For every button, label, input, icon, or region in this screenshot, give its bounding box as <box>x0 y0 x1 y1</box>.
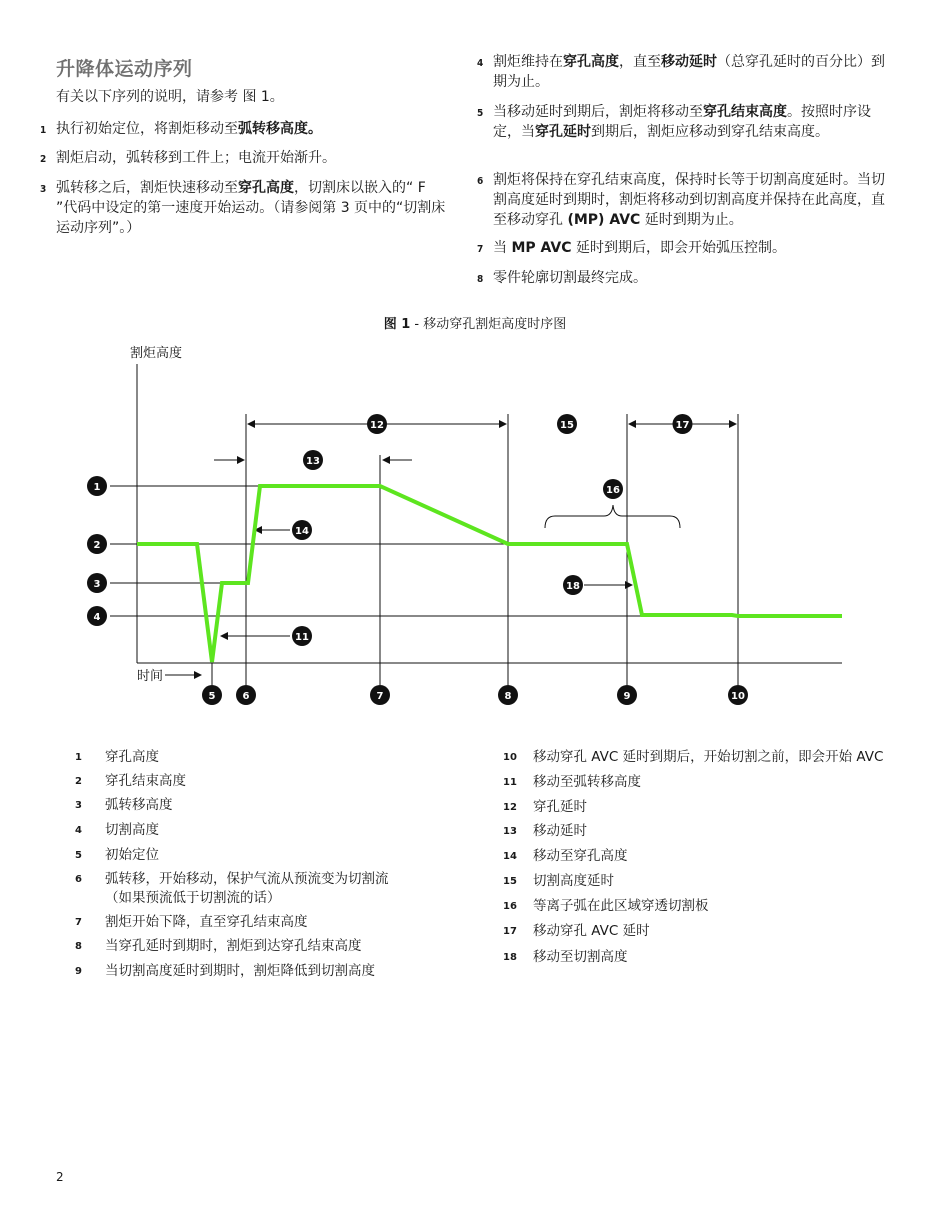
legend-text: 初始定位 <box>105 847 159 863</box>
annotation-badge-17-label: 17 <box>675 420 690 431</box>
step-text <box>493 52 887 92</box>
legend-text: 当穿孔延时到期时，割炬到达穿孔结束高度 <box>105 938 362 954</box>
step-text-segment: 当移动延时到期后，割炬将移动至 <box>493 104 703 120</box>
step-6 <box>477 170 887 230</box>
legend-number: 8 <box>75 941 82 952</box>
step-number: 4 <box>477 58 484 69</box>
legend-item-13 <box>503 822 903 841</box>
legend-number: 4 <box>75 825 82 836</box>
step-number: 7 <box>477 244 484 255</box>
legend-text: 穿孔结束高度 <box>105 773 186 789</box>
legend-item-6 <box>75 870 475 908</box>
section-heading: 升降体运动序列 <box>56 58 193 80</box>
legend-number: 10 <box>503 752 517 763</box>
step-1 <box>40 119 450 139</box>
legend-text: 切割高度延时 <box>533 873 614 889</box>
step-text-segment: （总穿孔延时的百分比）到期为止。 <box>493 54 885 90</box>
legend-number: 17 <box>503 926 517 937</box>
annotation-badge-12-label: 12 <box>370 420 384 431</box>
step-text-segment: 延时到期后，即会开始弧压控制。 <box>571 240 786 256</box>
page-number: 2 <box>56 1170 64 1184</box>
legend-number: 15 <box>503 876 517 887</box>
annotation-badge-14-label: 14 <box>295 526 309 537</box>
step-text-segment: 。按照时序设定，当 <box>493 104 871 140</box>
legend-item-17 <box>503 922 903 941</box>
step-4 <box>477 52 887 92</box>
figure-caption: - 移动穿孔割炬高度时序图 <box>410 317 567 332</box>
step-8 <box>477 268 887 288</box>
step-number: 5 <box>477 108 484 119</box>
legend-text: 弧转移，开始移动，保护气流从预流变为切割流（如果预流低于切割流的话） <box>105 871 389 906</box>
legend-text: 移动至切割高度 <box>533 949 628 965</box>
annotation-badge-18-label: 18 <box>566 581 580 592</box>
x-axis-label: 时间 <box>137 669 164 684</box>
step-text-bold: 穿孔高度 <box>238 180 294 196</box>
event-badge-5-label: 5 <box>208 691 216 702</box>
step-2 <box>40 148 450 168</box>
legend-item-8 <box>75 937 475 956</box>
legend-item-14 <box>503 847 903 866</box>
step-7 <box>477 238 887 258</box>
legend-text: 移动穿孔 AVC 延时到期后，开始切割之前，即会开始 AVC <box>533 749 884 765</box>
legend-number: 5 <box>75 850 82 861</box>
annotation-badge-16-label: 16 <box>606 485 620 496</box>
legend-number: 18 <box>503 952 517 963</box>
step-text-bold: 移动延时 <box>661 54 717 70</box>
step-text-segment: 割炬将保持在穿孔结束高度，保持时长等于切割高度延时。当切割高度延时到期时，割炬将移动到切割高度并保持在此高度，直至移动穿孔 <box>493 172 885 228</box>
event-badge-9-label: 9 <box>623 691 631 702</box>
step-text-bold: MP AVC <box>511 240 572 256</box>
span-12-head-right <box>499 420 507 428</box>
torch-height-timing-chart <box>0 330 950 730</box>
event-badge-7-label: 7 <box>376 691 384 702</box>
span-17-head-right <box>729 420 737 428</box>
legend-text: 当切割高度延时到期时，割炬降低到切割高度 <box>105 963 375 979</box>
event-badge-6-label: 6 <box>242 691 250 702</box>
legend-text: 移动至弧转移高度 <box>533 774 641 790</box>
legend-number: 6 <box>75 874 82 885</box>
annotation-11-head <box>220 632 228 640</box>
step-text <box>56 119 450 139</box>
legend-item-15 <box>503 872 903 891</box>
span-13-head-right <box>382 456 390 464</box>
legend-item-7 <box>75 913 475 932</box>
span-12-head-left <box>247 420 255 428</box>
step-text-segment: ，直至 <box>619 54 661 70</box>
legend-number: 9 <box>75 966 82 977</box>
legend-item-5 <box>75 846 475 865</box>
legend-item-3 <box>75 796 475 815</box>
step-text <box>56 178 450 238</box>
step-text-bold: (MP) AVC <box>567 212 641 228</box>
legend-number: 16 <box>503 901 517 912</box>
span-13-head-left <box>237 456 245 464</box>
span-17-head-left <box>628 420 636 428</box>
step-text-bold: 穿孔延时 <box>535 124 591 140</box>
y-axis-label: 割炬高度 <box>130 346 183 361</box>
step-text-bold: 穿孔高度 <box>563 54 619 70</box>
event-badge-10-label: 10 <box>731 691 745 702</box>
legend-number: 11 <box>503 777 517 788</box>
step-text-segment: 弧转移之后，割炬快速移动至 <box>56 180 238 196</box>
step-3 <box>40 178 450 238</box>
legend-text: 穿孔高度 <box>105 749 159 765</box>
step-text-segment: 延时到期为止。 <box>640 212 743 228</box>
annotation-brace-16 <box>545 505 680 528</box>
step-text-segment: 割炬维持在 <box>493 54 563 70</box>
step-text-bold: 穿孔结束高度 <box>703 104 787 120</box>
section-intro: 有关以下序列的说明，请参考 图 1。 <box>56 89 284 105</box>
step-number: 2 <box>40 154 47 165</box>
figure-label: 图 1 <box>383 317 411 332</box>
legend-number: 13 <box>503 826 517 837</box>
time-arrow-head <box>194 671 202 679</box>
step-text-segment: ，切割床以嵌入的“ F ”代码中设定的第一速度开始运动。（请参阅第 3 页中的“切割床运动序列”。） <box>56 180 446 236</box>
annotation-badge-13-label: 13 <box>306 456 320 467</box>
level-badge-1-label: 1 <box>93 482 101 493</box>
legend-number: 1 <box>75 752 82 763</box>
level-badge-3-label: 3 <box>93 579 101 590</box>
level-badge-2-label: 2 <box>93 540 101 551</box>
legend-text: 穿孔延时 <box>533 799 587 815</box>
step-number: 6 <box>477 176 484 187</box>
legend-text: 割炬开始下降，直至穿孔结束高度 <box>105 914 308 930</box>
annotation-badge-15-label: 15 <box>560 420 574 431</box>
step-number: 8 <box>477 274 484 285</box>
step-text-segment: 零件轮廓切割最终完成。 <box>493 270 647 286</box>
step-text <box>493 268 887 288</box>
legend-number: 7 <box>75 917 82 928</box>
legend-item-12 <box>503 798 903 817</box>
legend-text: 等离子弧在此区域穿透切割板 <box>533 898 709 914</box>
event-badge-8-label: 8 <box>504 691 512 702</box>
legend-item-1 <box>75 748 475 767</box>
legend-text: 移动延时 <box>533 823 587 839</box>
legend-item-11 <box>503 773 903 792</box>
step-text-bold: 弧转移高度。 <box>238 121 322 137</box>
legend-number: 12 <box>503 802 517 813</box>
step-number: 3 <box>40 184 47 195</box>
step-text-segment: 割炬启动，弧转移到工件上；电流开始渐升。 <box>56 150 336 166</box>
legend-text: 移动穿孔 AVC 延时 <box>533 923 650 939</box>
legend-text: 弧转移高度 <box>105 797 173 813</box>
step-text-segment: 当 <box>493 240 512 256</box>
legend-number: 2 <box>75 776 82 787</box>
legend-item-18 <box>503 948 903 967</box>
legend-text: 切割高度 <box>105 822 159 838</box>
legend-number: 14 <box>503 851 517 862</box>
step-5 <box>477 102 887 142</box>
step-text-segment: 执行初始定位，将割炬移动至 <box>56 121 238 137</box>
level-badge-4-label: 4 <box>93 612 101 623</box>
legend-item-16 <box>503 897 903 916</box>
annotation-18-head <box>625 581 633 589</box>
step-text <box>493 170 887 230</box>
step-number: 1 <box>40 125 47 136</box>
legend-item-9 <box>75 962 475 981</box>
legend-item-2 <box>75 772 475 791</box>
step-text <box>493 102 887 142</box>
step-text <box>56 148 450 168</box>
legend-item-10 <box>503 748 903 767</box>
legend-item-4 <box>75 821 475 840</box>
annotation-badge-11-label: 11 <box>295 632 309 643</box>
step-text <box>493 238 887 258</box>
legend-text: 移动至穿孔高度 <box>533 848 628 864</box>
legend-number: 3 <box>75 800 82 811</box>
step-text-segment: 到期后，割炬应移动到穿孔结束高度。 <box>591 124 829 140</box>
